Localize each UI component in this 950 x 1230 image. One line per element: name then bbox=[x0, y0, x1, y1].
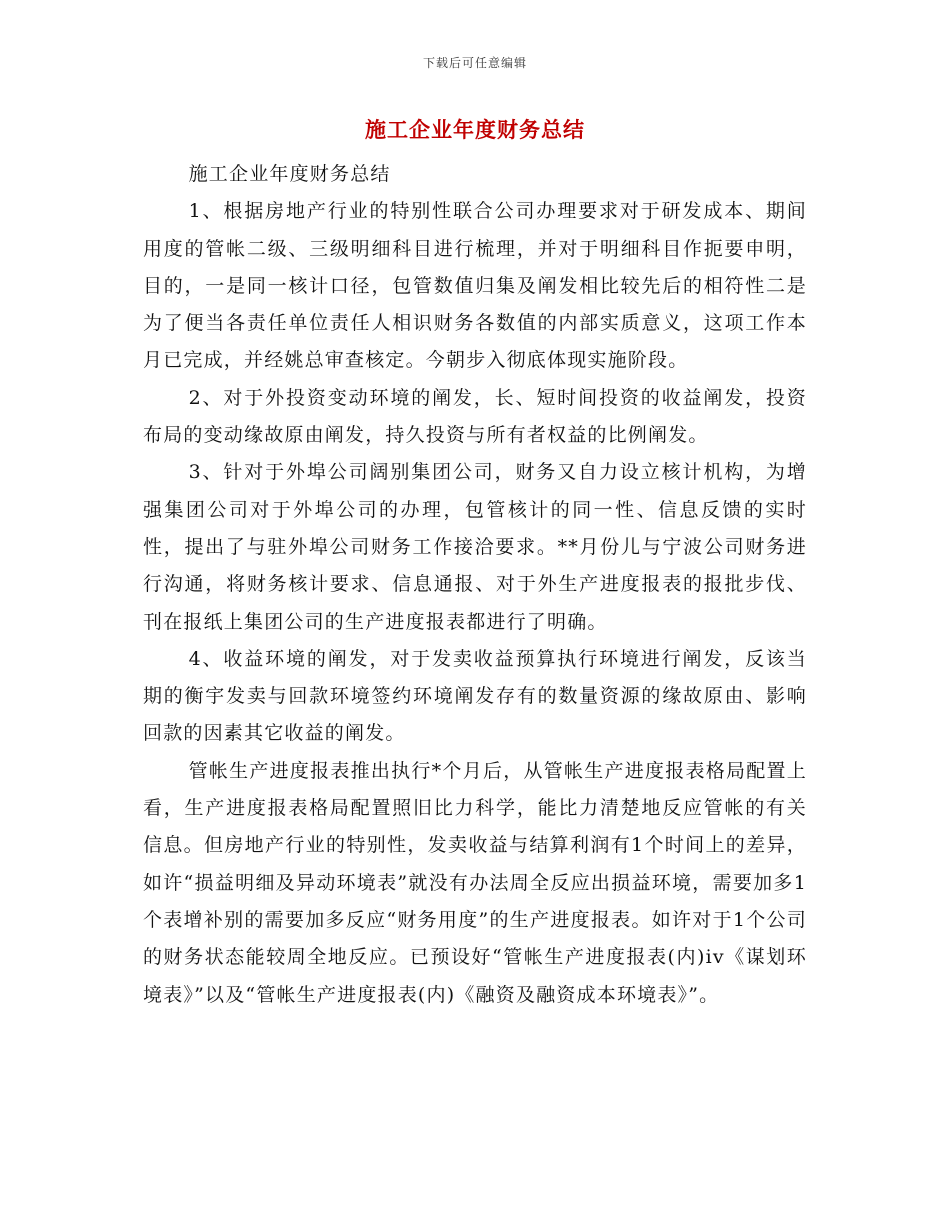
paragraph-reports: 管帐生产进度报表推出执行*个月后，从管帐生产进度报表格局配置上看，生产进度报表格局配置照旧比力科学，能比力清楚地反应管帐的有关信息。但房地产行业的特别性，发卖收益与结算利润有1个时间上的差异，如许“损益明细及异动环境表”就没有办法周全反应出损益环境，需要加多1个表增补别的需要加多反应“财务用度”的生产进度报表。如许对于1个公司的财务状态能较周全地反应。已预设好“管帐生产进度报表(内)iv《谋划环境表》”以及“管帐生产进度报表(内)《融资及融资成本环境表》”。 bbox=[143, 759, 807, 1006]
paragraph-item-1: 1、根据房地产行业的特别性联合公司办理要求对于研发成本、期间用度的管帐二级、三级明细科目进行梳理，并对于明细科目作扼要申明，目的，一是同一核计口径，包管数值归集及阐发相比较先后的相符性二是为了便当各责任单位责任人相识财务各数值的内部实质意义，这项工作本月已完成，并经姚总审查核定。今朝步入彻底体现实施阶段。 bbox=[143, 200, 807, 372]
document-title: 施工企业年度财务总结 bbox=[365, 117, 585, 142]
paragraph-item-3: 3、针对于外埠公司阔别集团公司，财务又自力设立核计机构，为增强集团公司对于外埠公司的办理，包管核计的同一性、信息反馈的实时性，提出了与驻外埠公司财务工作接洽要求。**月份儿与宁波公司财务进行沟通，将财务核计要求、信息通报、对于外生产进度报表的报批步伐、刊在报纸上集团公司的生产进度报表都进行了明确。 bbox=[143, 461, 807, 633]
document-body bbox=[143, 156, 807, 1014]
header-note: 下载后可任意编辑 bbox=[422, 56, 527, 70]
paragraph-item-2: 2、对于外投资变动环境的阐发，长、短时间投资的收益阐发，投资布局的变动缘故原由阐发，持久投资与所有者权益的比例阐发。 bbox=[143, 386, 807, 447]
paragraph-item-4: 4、收益环境的阐发，对于发卖收益预算执行环境进行阐发，反该当期的衡宇发卖与回款环境签约环境阐发存有的数量资源的缘故原由、影响回款的因素其它收益的阐发。 bbox=[143, 647, 807, 745]
paragraph-subtitle: 施工企业年度财务总结 bbox=[188, 163, 391, 185]
